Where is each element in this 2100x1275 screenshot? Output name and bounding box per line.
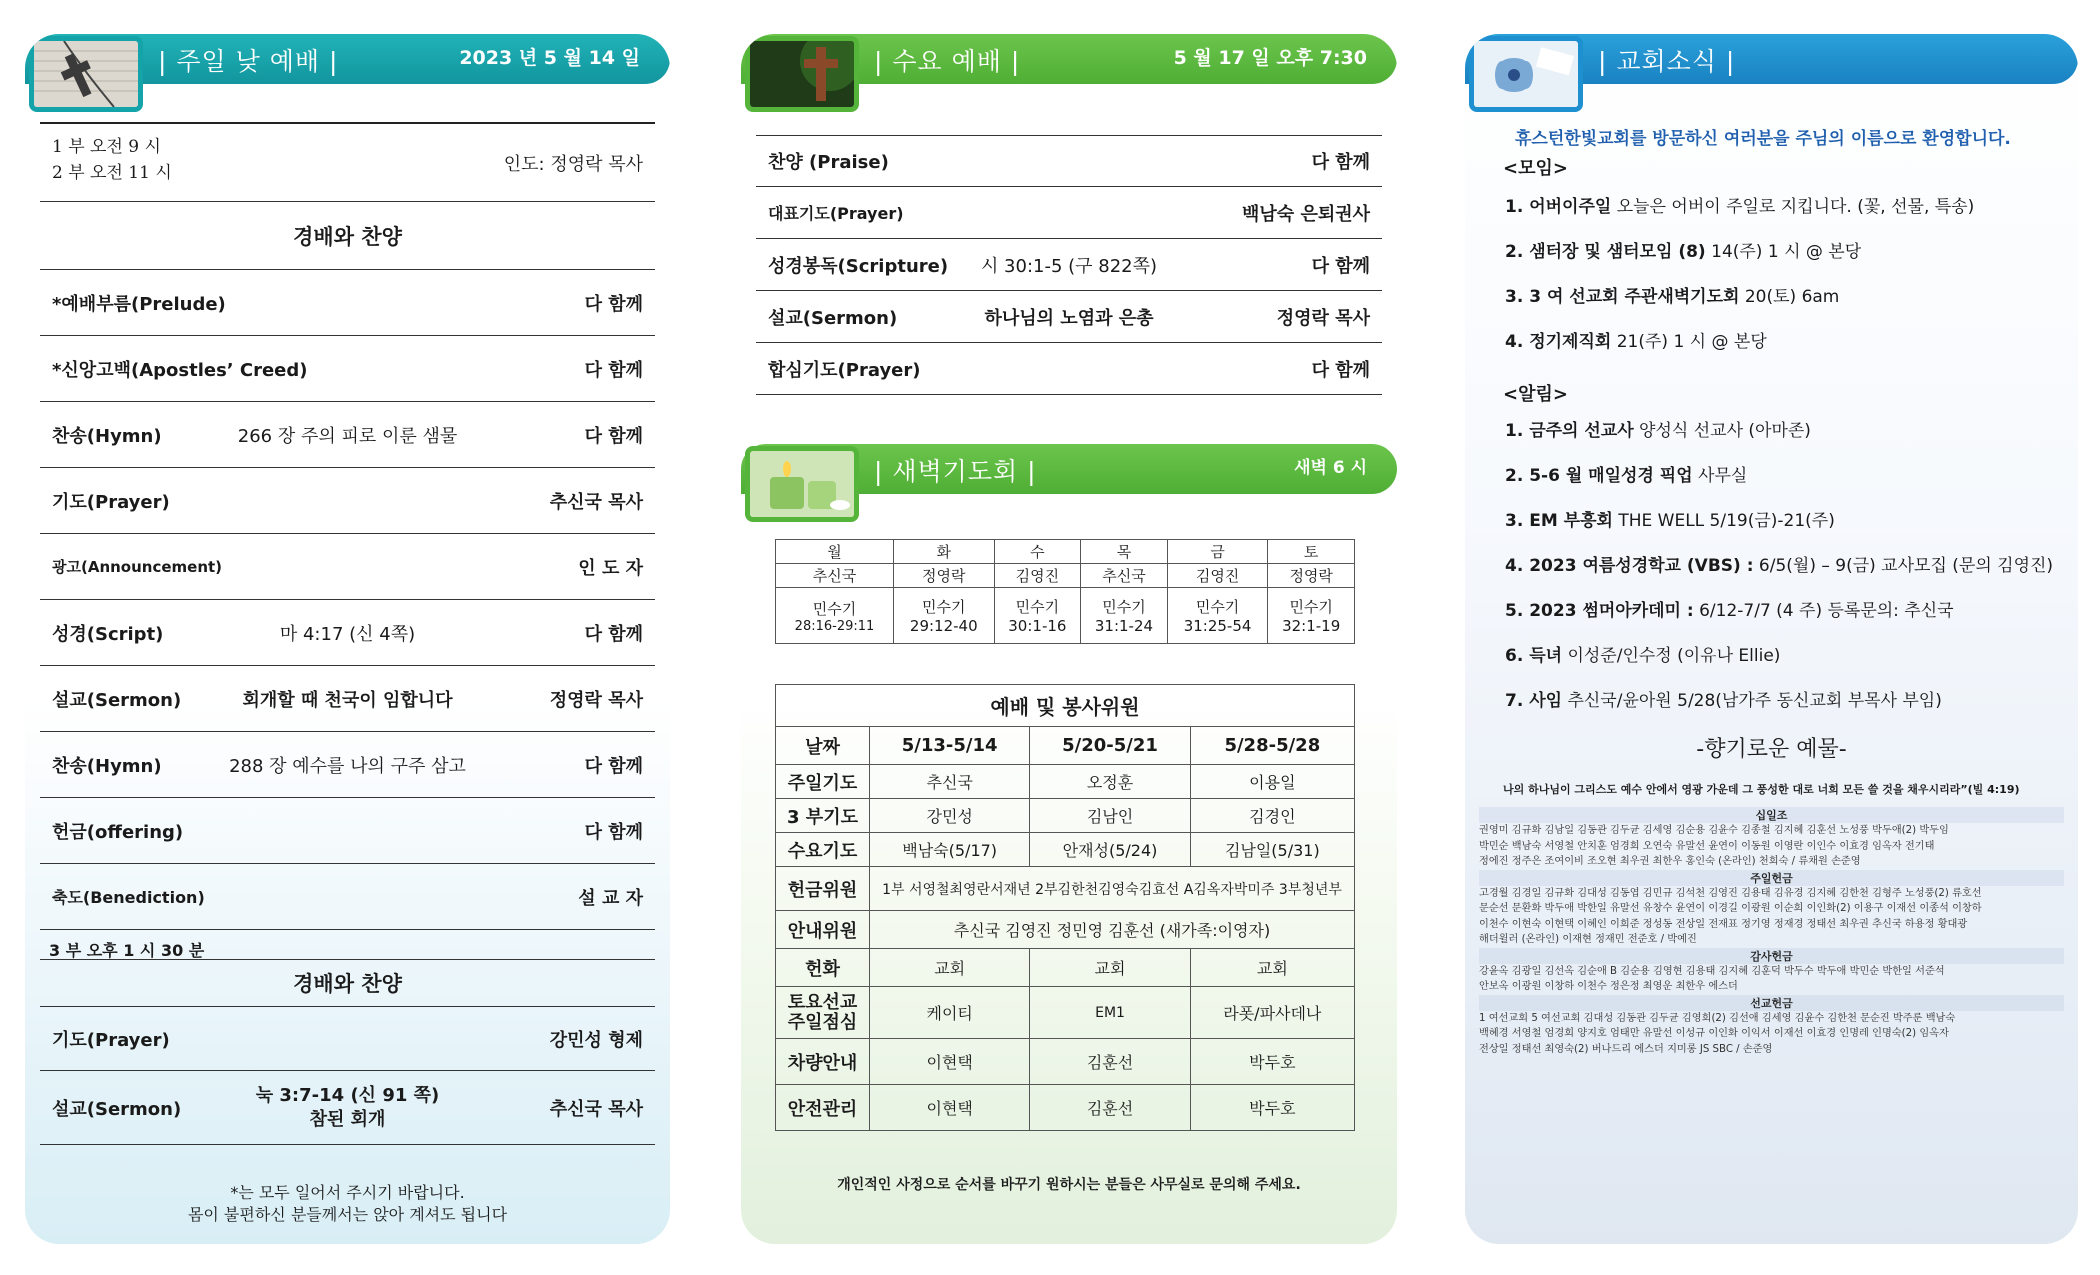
col-header: 날짜 (776, 727, 870, 765)
item-detail: 추신국/윤아원 5/28(남가주 동신교회 부목사 부임) (1562, 691, 1942, 711)
welcome-text: 휴스턴한빛교회를 방문하신 여러분을 주님의 이름으로 환영합니다. (1515, 129, 2011, 149)
notice-item (1505, 596, 1954, 621)
day-leader: 정영락 (893, 564, 994, 588)
cell: 안재성(5/24) (1030, 833, 1190, 867)
offering-names: 해더윌러 (온라인) 이재현 정재민 전준호 / 박예진 (1479, 934, 1697, 945)
sunday-date: 2023 년 5 월 14 일 (459, 47, 640, 69)
day-leader: 김영진 (1167, 564, 1268, 588)
time-first: 1 부 오전 9 시 (52, 137, 161, 157)
order-row (40, 1007, 655, 1071)
order-row (40, 1071, 655, 1145)
reading-book: 민수기 (1289, 598, 1333, 616)
reading-book: 민수기 (812, 599, 857, 618)
item-title: 5. 2023 썸머아카데미 : (1505, 601, 1694, 621)
row-label: 주일기도 (776, 765, 870, 799)
order-leader: 추신국 목사 (549, 491, 643, 513)
cross-necklace-image (29, 36, 143, 112)
day-header: 금 (1167, 540, 1268, 564)
day-leader: 김영진 (994, 564, 1081, 588)
offering-team: 1부 서영철최영란서재년 2부김한천김영숙김효선 A김옥자박미주 3부청년부 (870, 867, 1355, 911)
notice-item (1505, 461, 1747, 486)
order-row (40, 336, 655, 402)
item-title: 1. 금주의 선교사 (1505, 421, 1634, 441)
order-leader: 다 함께 (1311, 152, 1370, 173)
notice-item (1505, 641, 1780, 666)
day-reading (776, 588, 894, 644)
cell: 김훈선 (1030, 1039, 1190, 1085)
dawn-calendar (775, 539, 1355, 644)
day-leader: 추신국 (776, 564, 894, 588)
change-notice: 개인적인 사정으로 순서를 바꾸기 원하시는 분들은 사무실로 문의해 주세요. (837, 1177, 1301, 1193)
offering-names: 정에진 정주은 조여이비 조오현 최우권 최한우 홍인숙 (온라인) 천희숙 / 류채원 손준영 (1479, 856, 1861, 867)
item-detail: 6/12-7/7 (4 주) 등록문의: 추신국 (1693, 601, 1954, 621)
wednesday-date: 5 월 17 일 오후 7:30 (1173, 47, 1367, 69)
order-label: 축도(Benediction) (52, 888, 205, 907)
cell: 라폿/파사데나 (1190, 987, 1354, 1039)
order-leader: 다 함께 (584, 623, 643, 645)
meeting-item (1505, 282, 1839, 307)
offering-names: 1 여선교회 5 여선교회 김대성 김동관 김두균 김영희(2) 김선애 김세영 김윤수 김한천 문순진 박주룬 백남숙 (1479, 1012, 1956, 1024)
item-title: 3. 3 여 선교회 주관새벽기도회 (1505, 287, 1740, 307)
flower-image (1469, 36, 1583, 112)
order-label: 합심기도(Prayer) (768, 359, 921, 381)
sunday-panel (25, 34, 670, 1244)
notice-item (1505, 506, 1835, 531)
order-label: 헌금(offering) (52, 821, 184, 843)
day-header: 토 (1268, 540, 1355, 564)
cell: 교회 (1190, 949, 1354, 987)
order-leader: 다 함께 (584, 293, 643, 315)
day-leader: 정영락 (1268, 564, 1355, 588)
section-title: 경배와 찬양 (293, 224, 402, 249)
meeting-item (1505, 192, 1974, 217)
cell: 추신국 (870, 765, 1030, 799)
candle-image (745, 446, 859, 522)
order-detail: 눅 3:7-14 (신 91 쪽) (255, 1084, 440, 1106)
offering-names: 백혜경 서영철 엄경희 양지호 엄태만 유말선 이성규 이인화 이익서 이재선 이효경 인명레 인명숙(2) 임옥자 (1479, 1028, 1949, 1039)
order-row (756, 239, 1382, 291)
day-header: 목 (1081, 540, 1168, 564)
notices-heading: <알림> (1503, 384, 1568, 405)
order-leader: 설 교 자 (578, 887, 643, 909)
order-row (756, 187, 1382, 239)
order-label: 찬송(Hymn) (52, 755, 162, 777)
meeting-item (1505, 327, 1767, 352)
offering-names: 전상일 정태선 최영숙(2) 버나드리 에스더 지미롱 JS SBC / 손준영 (1479, 1043, 1773, 1055)
servants-title: 예배 및 봉사위원 (776, 685, 1355, 727)
footnote (25, 1182, 670, 1226)
offering-names: 권영미 김규화 김남일 김동관 김두균 김세영 김순용 김윤수 김종철 김지혜 김훈선 노성풍 박두애(2) 박두임 (1479, 825, 1949, 836)
order-detail: 마 4:17 (신 4쪽) (279, 623, 416, 645)
reading-verse: 31:1-24 (1094, 617, 1154, 635)
offering-names: 이천수 이현숙 이현택 이혜인 이희준 정성동 전상일 전재표 정기영 정재경 정태선 최우권 추신국 하용정 황대광 (1479, 918, 1968, 930)
cell: EM1 (1030, 987, 1190, 1039)
offering-names: 박민순 백남숙 서영철 안치훈 엄경희 오연숙 유말선 윤연이 이동원 이영란 이인수 이효경 임옥자 전기태 (1479, 840, 1935, 852)
item-detail: 6/5(월) – 9(금) 교사모집 (문의 김영진) (1753, 556, 2054, 576)
order-leader: 백남숙 은퇴권사 (1242, 203, 1370, 225)
news-panel (1465, 34, 2078, 1244)
item-detail: 20(토) 6am (1739, 287, 1840, 307)
cell: 박두호 (1190, 1039, 1354, 1085)
item-detail: 양성식 선교사 (아마존) (1633, 421, 1811, 441)
order-label: 광고(Announcement) (52, 558, 223, 576)
day-header: 화 (893, 540, 994, 564)
order-label: 대표기도(Prayer) (768, 204, 904, 223)
order-label: *예배부름(Prelude) (52, 293, 226, 315)
dawn-title: | 새벽기도회 | (874, 457, 1037, 486)
order-detail: 288 장 예수를 나의 구주 삼고 (229, 755, 466, 777)
bible-verse: 나의 하나님이 그리스도 예수 안에서 영광 가운데 그 풍성한 대로 너희 모든 쓸 것을 채우시리라”(빌 4:19) (1503, 783, 2020, 796)
day-leader: 추신국 (1081, 564, 1168, 588)
notice-item (1505, 551, 2053, 576)
reading-verse: 28:16-29:11 (794, 618, 875, 634)
offering-names: 강윤옥 김광일 김선옥 김순애 B 김순용 김영현 김용태 김지혜 김훈덕 박두수 박두애 박민순 박한일 서준석 (1479, 965, 1945, 977)
reading-verse: 31:25-54 (1183, 617, 1252, 635)
row-label: 헌금위원 (776, 867, 870, 911)
offering-list (1479, 807, 2064, 1057)
order-detail: 266 장 주의 피로 이룬 샘물 (237, 425, 458, 447)
cell: 교회 (1030, 949, 1190, 987)
item-title: 1. 어버이주일 (1505, 197, 1612, 217)
order-label: 기도(Prayer) (52, 1029, 170, 1051)
service-times-row (40, 122, 655, 202)
order-leader: 다 함께 (1311, 359, 1370, 381)
cell: 이용일 (1190, 765, 1354, 799)
order-label: 설교(Sermon) (768, 307, 898, 329)
order-detail: 회개할 때 천국이 임합니다 (242, 689, 453, 711)
item-detail: 21(주) 1 시 @ 본당 (1611, 332, 1767, 352)
order-row (40, 468, 655, 534)
servants-table (775, 684, 1355, 1131)
cell: 김남일(5/31) (1190, 833, 1354, 867)
order-leader: 인 도 자 (578, 557, 643, 579)
col-header: 5/20-5/21 (1030, 727, 1190, 765)
news-title: | 교회소식 | (1598, 47, 1736, 76)
item-title: 2. 5-6 월 매일성경 픽업 (1505, 466, 1693, 486)
order-row (40, 798, 655, 864)
order-row (40, 864, 655, 930)
reading-verse: 32:1-19 (1282, 617, 1341, 635)
wednesday-panel (741, 34, 1397, 1244)
order-leader: 다 함께 (584, 425, 643, 447)
order-leader: 정영락 목사 (1276, 307, 1370, 329)
order-detail: 하나님의 노염과 은총 (984, 307, 1154, 329)
day-header: 월 (776, 540, 894, 564)
day-reading (893, 588, 994, 644)
order-label: 기도(Prayer) (52, 491, 170, 513)
footnote-line: 몸이 불편하신 분들께서는 앉아 계셔도 됩니다 (187, 1205, 508, 1224)
weekly-heading: 주일헌금 (1479, 870, 2064, 886)
order-row (40, 534, 655, 600)
cell: 강민성 (870, 799, 1030, 833)
order-row (756, 291, 1382, 343)
leader-label: 인도: 정영락 목사 (503, 153, 643, 175)
row-label: 헌화 (776, 949, 870, 987)
order-row (40, 270, 655, 336)
day-reading (1268, 588, 1355, 644)
meetings-heading: <모임> (1503, 158, 1568, 179)
offering-names: 고경월 김경일 김규화 김대성 김동엽 김민규 김석천 김영진 김용태 김유경 김지혜 김한천 김형주 노성풍(2) 류호선 (1479, 887, 1982, 899)
row-label: 수요기도 (776, 833, 870, 867)
day-reading (1167, 588, 1268, 644)
reading-verse: 29:12-40 (909, 617, 978, 635)
cell: 케이티 (870, 987, 1030, 1039)
cell: 이현택 (870, 1039, 1030, 1085)
section-title: 경배와 찬양 (293, 972, 402, 996)
order-label: 설교(Sermon) (52, 1098, 182, 1120)
cell: 김남인 (1030, 799, 1190, 833)
offering-title: -향기로운 예물- (1696, 737, 1847, 762)
day-header: 수 (994, 540, 1081, 564)
order-row (40, 402, 655, 468)
order-leader: 다 함께 (1311, 255, 1370, 277)
order-label: 찬양 (Praise) (768, 152, 889, 173)
reading-book: 민수기 (922, 598, 966, 616)
order-leader: 다 함께 (584, 359, 643, 381)
thanks-heading: 감사헌금 (1479, 948, 2064, 964)
item-title: 7. 사임 (1505, 691, 1563, 711)
order-label: 찬송(Hymn) (52, 425, 162, 447)
cell: 백남숙(5/17) (870, 833, 1030, 867)
cell: 김경인 (1190, 799, 1354, 833)
order-leader: 정영락 목사 (549, 689, 643, 711)
dawn-time: 새벽 6 시 (1294, 458, 1367, 478)
time-second: 2 부 오전 11 시 (52, 163, 172, 183)
item-detail: 오늘은 어버이 주일로 지킵니다. (꽃, 선물, 특송) (1611, 197, 1975, 217)
item-title: 4. 정기제직회 (1505, 332, 1612, 352)
third-service-time: 3 부 오후 1 시 30 분 (49, 941, 205, 960)
order-row (40, 666, 655, 732)
order-leader: 다 함께 (584, 821, 643, 843)
day-reading (1081, 588, 1168, 644)
order-detail-sub: 참된 회개 (309, 1108, 386, 1130)
offering-names: 문순선 문환화 박두애 박한일 유말선 유창수 윤연이 이경길 이광원 이순희 이인화(2) 이용구 이재선 이종석 이창하 (1479, 903, 1982, 914)
item-title: 2. 샘터장 및 샘터모임 (8) (1505, 242, 1706, 262)
mission-heading: 선교헌금 (1479, 995, 2064, 1011)
order-row (40, 732, 655, 798)
section-title-row (40, 959, 655, 1007)
order-label: 설교(Sermon) (52, 689, 182, 711)
col-header: 5/13-5/14 (870, 727, 1030, 765)
tithe-heading: 십일조 (1479, 807, 2064, 823)
order-row (40, 600, 655, 666)
day-reading (994, 588, 1081, 644)
reading-verse: 30:1-16 (1008, 617, 1067, 635)
item-title: 6. 득녀 (1505, 646, 1563, 666)
order-label: 성경봉독(Scripture) (768, 255, 949, 277)
item-detail: 14(주) 1 시 @ 본당 (1705, 242, 1862, 262)
row-label: 안전관리 (776, 1085, 870, 1131)
order-row (756, 135, 1382, 187)
reading-book: 민수기 (1102, 598, 1146, 616)
col-header: 5/28-5/28 (1190, 727, 1354, 765)
meeting-item (1505, 237, 1861, 262)
wooden-cross-image (745, 36, 859, 112)
item-title: 3. EM 부흥회 (1505, 511, 1613, 531)
order-leader: 다 함께 (584, 755, 643, 777)
order-leader: 강민성 형제 (549, 1029, 643, 1051)
order-leader: 추신국 목사 (549, 1098, 643, 1120)
row-label: 차량안내 (776, 1039, 870, 1085)
row-label: 안내위원 (776, 911, 870, 949)
sunday-title: | 주일 낮 예배 | (158, 47, 339, 76)
cell: 김훈선 (1030, 1085, 1190, 1131)
order-row (756, 343, 1382, 395)
item-detail: THE WELL 5/19(금)-21(주) (1612, 511, 1835, 531)
item-title: 4. 2023 여름성경학교 (VBS) : (1505, 556, 1754, 576)
footnote-line: *는 모두 일어서 주시기 바랍니다. (230, 1183, 465, 1202)
order-label: *신앙고백(Apostles’ Creed) (52, 359, 308, 381)
cell: 교회 (870, 949, 1030, 987)
row-label: 토요선교 주일점심 (776, 987, 870, 1039)
order-label: 성경(Script) (52, 623, 164, 645)
usher-team: 추신국 김영진 정민영 김훈선 (새가족:이영자) (870, 911, 1355, 949)
cell: 오정훈 (1030, 765, 1190, 799)
section-title-row (40, 202, 655, 270)
order-detail: 시 30:1-5 (구 822쪽) (980, 255, 1158, 277)
offering-names: 안보옥 이광원 이창하 이천수 정은정 최영운 최한우 에스더 (1479, 981, 1738, 992)
item-detail: 이성준/인수정 (이유나 Ellie) (1562, 646, 1781, 666)
wednesday-title: | 수요 예배 | (874, 47, 1021, 76)
reading-book: 민수기 (1015, 598, 1060, 616)
item-detail: 사무실 (1692, 466, 1748, 486)
notice-item (1505, 416, 1811, 441)
row-label: 3 부기도 (776, 799, 870, 833)
cell: 박두호 (1190, 1085, 1354, 1131)
reading-book: 민수기 (1195, 598, 1240, 616)
cell: 이현택 (870, 1085, 1030, 1131)
notice-item (1505, 686, 1942, 711)
